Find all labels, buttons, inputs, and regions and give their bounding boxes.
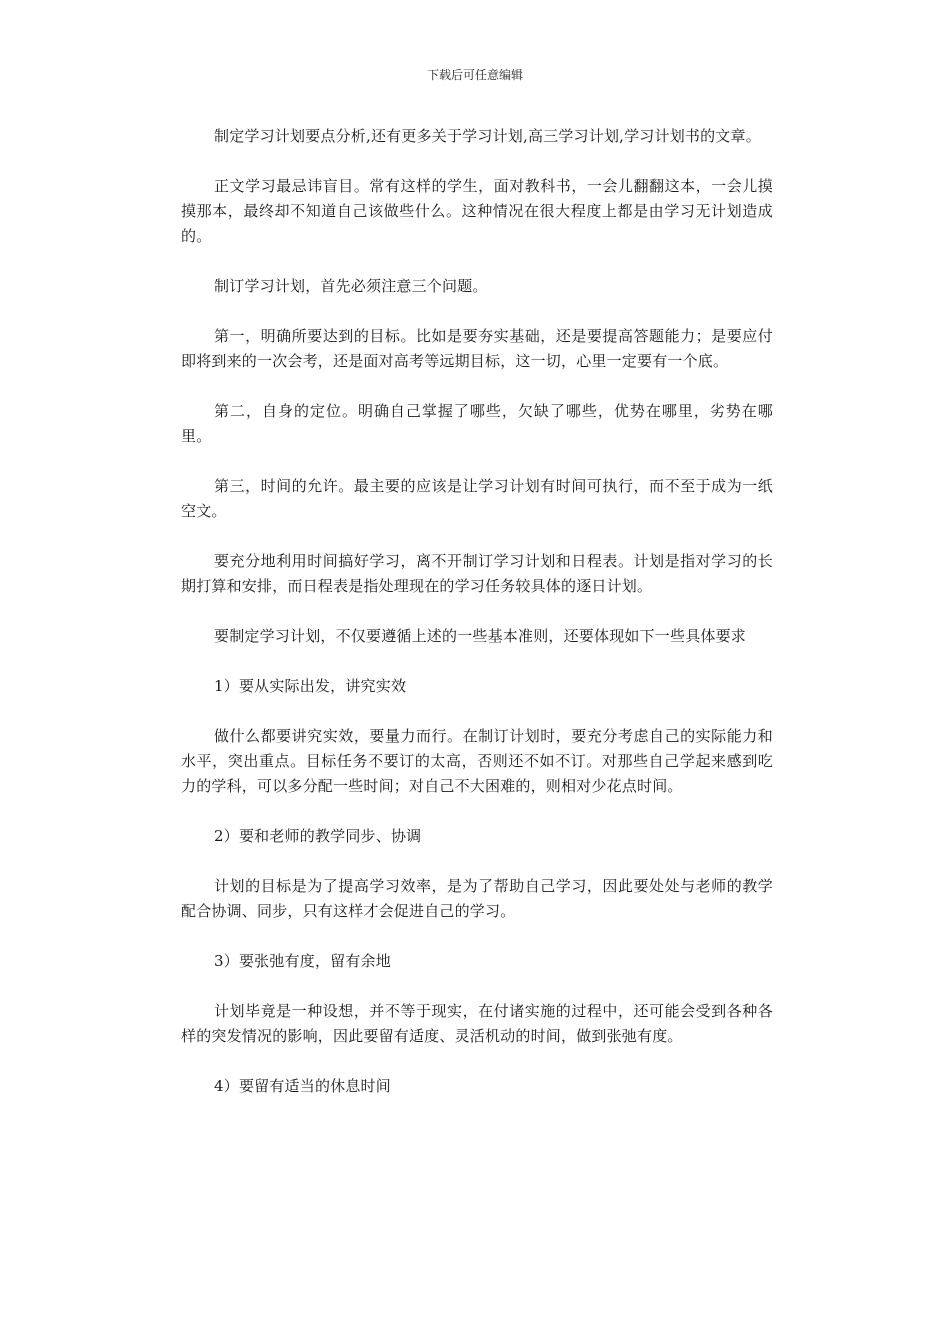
section-heading: 2）要和老师的教学同步、协调: [214, 827, 422, 845]
section-heading: 1）要从实际出发，讲究实效: [214, 677, 407, 695]
body-paragraph: 计划毕竟是一种设想，并不等于现实，在付诸实施的过程中，还可能会受到各种各样的突发情况的影响，因此要留有适度、灵活机动的时间，做到张弛有度。: [181, 1002, 773, 1045]
body-paragraph: 第一，明确所要达到的目标。比如是要夯实基础，还是要提高答题能力；是要应付即将到来的一次会考，还是面对高考等远期目标，这一切，心里一定要有一个底。: [181, 327, 773, 370]
intro-paragraph: 制定学习计划要点分析,还有更多关于学习计划,高三学习计划,学习计划书的文章。: [214, 127, 761, 145]
body-paragraph: 制订学习计划，首先必须注意三个问题。: [214, 277, 488, 295]
body-paragraph: 正文学习最忌讳盲目。常有这样的学生，面对教科书，一会儿翻翻这本，一会儿摸摸那本，最终却不知道自己该做些什么。这种情况在很大程度上都是由学习无计划造成的。: [181, 177, 773, 245]
body-paragraph: 做什么都要讲究实效，要量力而行。在制订计划时，要充分考虑自己的实际能力和水平，突出重点。目标任务不要订的太高，否则还不如不订。对那些自己学起来感到吃力的学科，可以多分配一些时间；对自己不大困难的，则相对少花点时间。: [181, 727, 773, 795]
header-watermark: 下载后可任意编辑: [426, 68, 523, 82]
body-paragraph: 要充分地利用时间搞好学习，离不开制订学习计划和日程表。计划是指对学习的长期打算和安排，而日程表是指处理现在的学习任务较具体的逐日计划。: [181, 552, 773, 595]
body-paragraph: 计划的目标是为了提高学习效率，是为了帮助自己学习，因此要处处与老师的教学配合协调、同步，只有这样才会促进自己的学习。: [181, 877, 773, 920]
article-body: [181, 124, 773, 1124]
body-paragraph: 第三，时间的允许。最主要的应该是让学习计划有时间可执行，而不至于成为一纸空文。: [181, 477, 773, 520]
section-heading: 3）要张弛有度，留有余地: [214, 952, 391, 970]
section-heading: 4）要留有适当的休息时间: [214, 1077, 391, 1095]
body-paragraph: 第二，自身的定位。明确自己掌握了哪些，欠缺了哪些，优势在哪里，劣势在哪里。: [181, 402, 773, 445]
body-paragraph: 要制定学习计划，不仅要遵循上述的一些基本准则，还要体现如下一些具体要求: [214, 627, 747, 645]
